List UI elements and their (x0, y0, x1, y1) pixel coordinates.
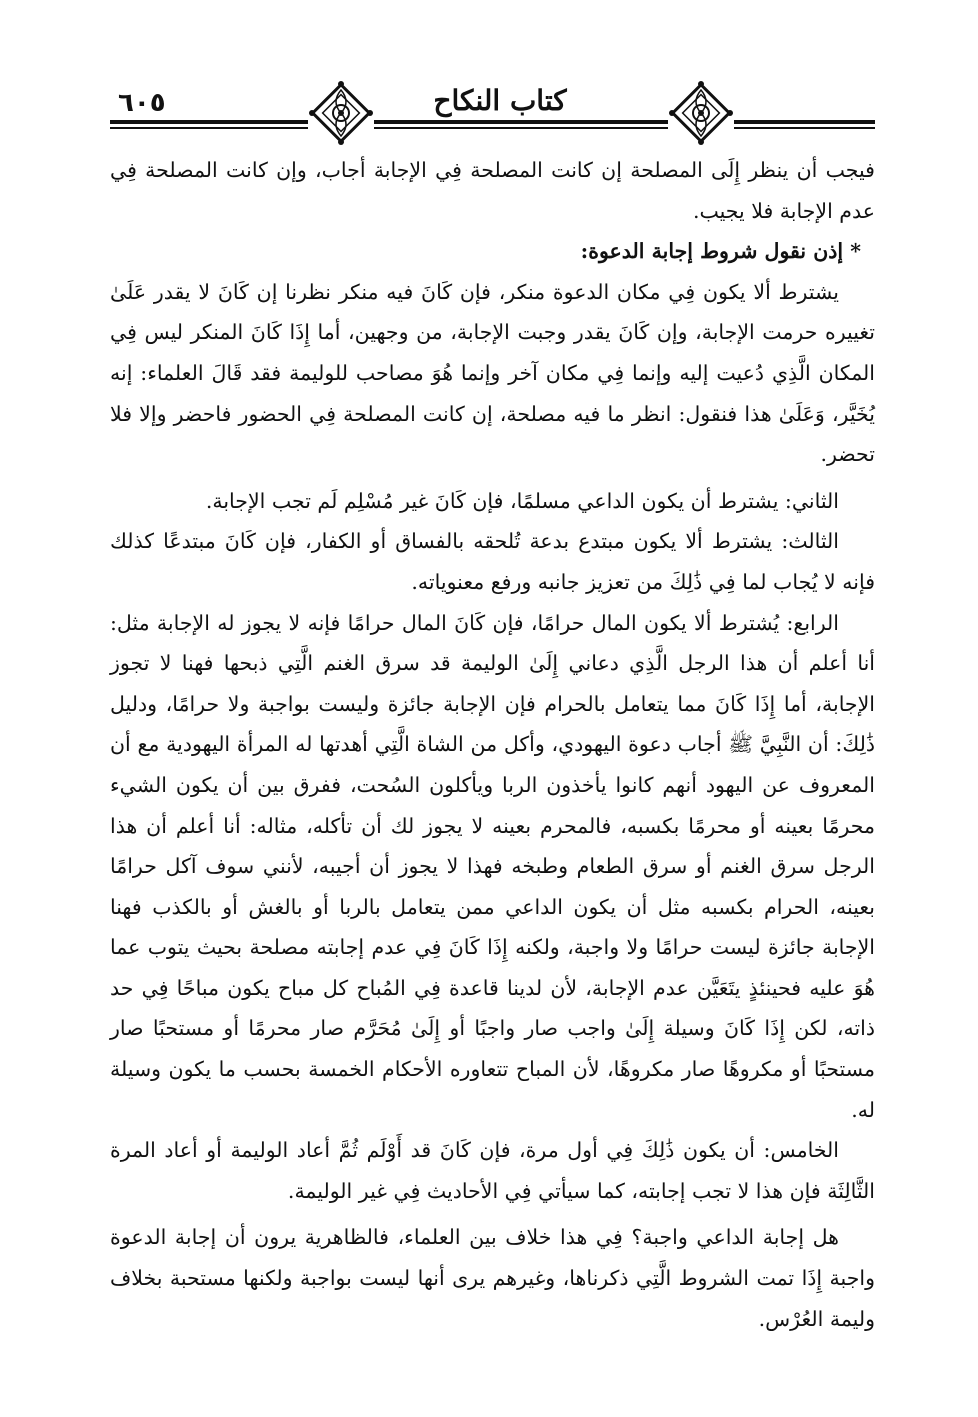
paragraph-condition-second: الثاني: يشترط أن يكون الداعي مسلمًا، فإن كَانَ غير مُسْلِم لَم تجب الإجابة. (205, 488, 839, 513)
header-rule-thin (110, 127, 875, 129)
page-header (110, 70, 875, 150)
book-title: كتاب النكاح (410, 84, 590, 117)
ornament-right-icon (668, 80, 734, 146)
header-rule-thick (110, 120, 875, 124)
paragraph-condition-fourth: الرابع: يُشترط ألا يكون المال حرامًا، فإن كَانَ المال حرامًا فإنه لا يجوز له الإجابة مثل: أنا أعلم أن هذا الرجل الَّذِي دعاني إِلَىٰ الوليمة قد سرق الغنم الَّتِي ذبحها فهنا لا تجوز الإجابة، أما إِذَا كَانَ مما يتعامل بالحرام فإن الإجابة جائزة وليست بواجبة ولا حرامًا، ودليل ذَٰلِكَ: أن النَّبِيَّ ﷺ أجاب دعوة اليهودي، وأكل من الشاة الَّتِي أهدتها له المرأة اليهودية مع أن المعروف عن اليهود أنهم كانوا يأخذون الربا ويأكلون السُحت، ففرق بين أن يكون الشيء محرمًا بعينه أو محرمًا بكسبه، فالمحرم بعينه لا يجوز لك أن تأكله، مثاله: أنا أعلم أن هذا الرجل سرق الغنم أو سرق الطعام وطبخه فهذا لا يجوز أن أجيبه، لأنني سوف آكل حرامًا بعينه، الحرام بكسبه مثل أن يكون الداعي ممن يتعامل بالربا أو بالغش أو بالكذب فهنا الإجابة جائزة ليست حرامًا ولا واجبة، ولكنه إِذَا كَانَ فِي عدم إجابته مصلحة بحيث يتوب عما هُوَ عليه فحينئذٍ يتَعَيَّن عدم الإجابة، لأن لدينا قاعدة فِي المُباح كل مباح يكون مباحًا فِي حد ذاته، لكن إِذَا كَانَ وسيلة إِلَىٰ واجب صار واجبًا أو إِلَىٰ مُحَرَّم صار محرمًا أو مستحبًا صار مستحبًا أو مكروهًا صار مكروهًا، لأن المباح تتعاوره الأحكام الخمسة بحسب ما يكون وسيلة له. (110, 610, 875, 1122)
paragraph-condition-fifth: الخامس: أن يكون ذَٰلِكَ فِي أول مرة، فإن كَانَ قد أَوْلَم ثُمَّ أعاد الوليمة أو أعاد المرة الثَّالِثَة فإن هذا لا تجب إجابته، كما سيأتي فِي الأحاديث فِي غير الوليمة. (110, 1138, 875, 1203)
paragraph-condition-first: يشترط ألا يكون فِي مكان الدعوة منكر، فإن كَانَ فيه منكر نظرنا إن كَانَ لا يقدر عَلَىٰ تغييره حرمت الإجابة، وإن كَانَ يقدر وجبت الإجابة، من وجهين، أما إِذَا كَانَ المنكر ليس فِي المكان الَّذِي دُعيت إليه وإنما فِي مكان آخر وإنما هُوَ مصاحب للوليمة فقد قَالَ العلماء: إنه يُخَيَّر، وَعَلَىٰ هذا فنقول: انظر ما فيه مصلحة، إن كانت المصلحة فِي الحضور فاحضر وإلا فلا تحضر. (110, 279, 875, 467)
section-heading: * إذن نقول شروط إجابة الدعوة: (580, 239, 861, 264)
body-text (110, 150, 875, 1339)
ornament-left-icon (308, 80, 374, 146)
paragraph-ruling: هل إجابة الداعي واجبة؟ فِي هذا خلاف بين العلماء، فالظاهرية يرون أن إجابة الدعوة واجبة إِذَا تمت الشروط الَّتِي ذكرناها، وغيرهم يرى أنها ليست بواجبة ولكنها مستحبة بخلاف وليمة العُرْس. (110, 1225, 875, 1331)
paragraph-intro: فيجب أن ينظر إِلَى المصلحة إن كانت المصلحة فِي الإجابة أجاب، وإن كانت المصلحة فِي عدم الإجابة فلا يجيب. (110, 158, 875, 223)
page-number: ٦٠٥ (118, 88, 166, 118)
paragraph-condition-third: الثالث: يشترط ألا يكون مبتدع بدعة تُلحقه بالفساق أو الكفار، فإن كَانَ مبتدعًا كذلك فإنه لا يُجاب لما فِي ذَٰلِكَ من تعزيز جانبه ورفع معنوياته. (110, 529, 875, 594)
